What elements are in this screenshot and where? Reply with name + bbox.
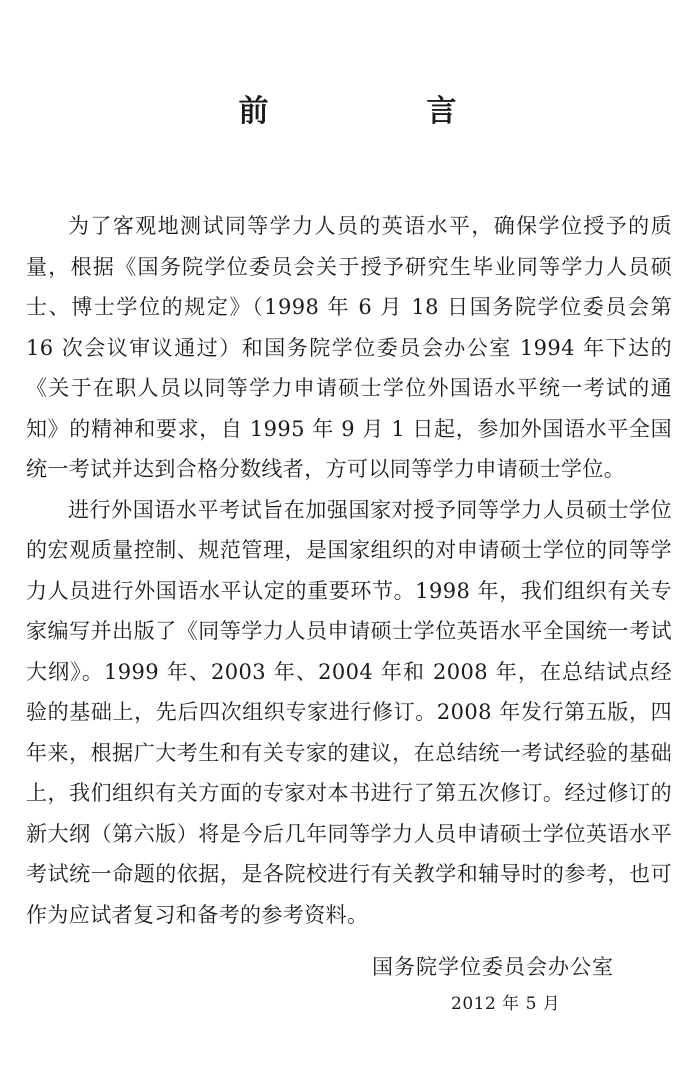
signature-organization: 国务院学位委员会办公室 bbox=[372, 955, 614, 979]
signature-date: 2012 年 5 月 bbox=[451, 994, 561, 1014]
paragraph-1: 为了客观地测试同等学力人员的英语水平，确保学位授予的质量，根据《国务院学位委员会关于授予研究生毕业同等学力人员硕士、博士学位的规定》（1998 年 6 月 18 日国务院学位委员会第 16 次会议审议通过）和国务院学位委员会办公室 1994 年下达的《关于在职人员以同等学力申请硕士学位外国语水平统一考试的通知》的精神和要求，自 1995 年 9 月 1 日起，参加外国语水平全国统一考试并达到合格分数线者，方可以同等学力申请硕士学位。 bbox=[26, 214, 672, 481]
paragraph-2: 进行外国语水平考试旨在加强国家对授予同等学力人员硕士学位的宏观质量控制、规范管理，是国家组织的对申请硕士学位的同等学力人员进行外国语水平认定的重要环节。1998 年，我们组织有关专家编写并出版了《同等学力人员申请硕士学位英语水平全国统一考试大纲》。1999 年、2003 年、2004 年和 2008 年，在总结试点经验的基础上，先后四次组织专家进行修订。2008 年发行第五版，四年来，根据广大考生和有关专家的建议，在总结统一考试经验的基础上，我们组织有关方面的专家对本书进行了第五次修订。经过修订的新大纲（第六版）将是今后几年同等学力人员申请硕士学位英语水平考试统一命题的依据，是各院校进行有关教学和辅导时的参考，也可作为应试者复习和备考的参考资料。 bbox=[26, 497, 672, 927]
preface-body bbox=[26, 206, 672, 935]
page-title: 前 言 bbox=[238, 94, 521, 129]
